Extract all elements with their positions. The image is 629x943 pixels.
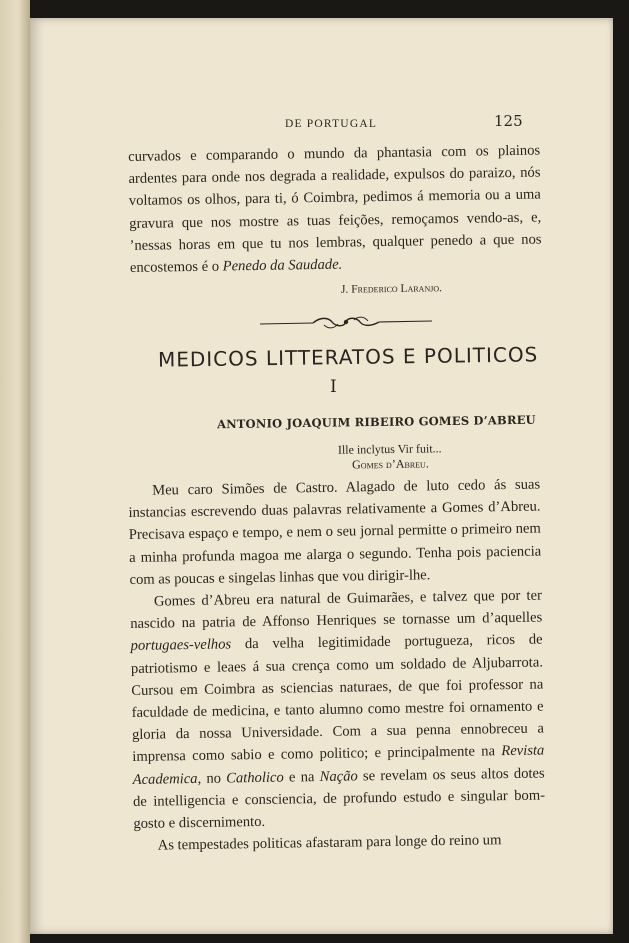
epigraph-quote: Ille inclytus Vir fuit... (337, 441, 442, 457)
catholico-italic: Catholico (226, 769, 284, 787)
book-page (30, 18, 613, 934)
paragraph-2-text-b: da velha legitimidade portugueza, ricos de patriotismo e leaes á sua crença como um soldado de Aljubarrota. Cursou em Coimbra as sciencias naturaes, de que foi professor na faculdade de medicina, e tanto alumno como mestre foi ornamento e gloria da nossa Universidade. Com a sua penna ennobreceu a imprensa como sabio e como politico; e principalmente na (130, 631, 545, 766)
revista-academica-italic: Revista Academica (132, 742, 545, 788)
paragraph-2 (130, 585, 546, 836)
adjacent-page-edge (0, 0, 30, 943)
paragraph-2-text-e: se revelam os seus altos dotes de intelligencia e consciencia, de profundo estudo e singular bom-gosto e discernimento. (132, 765, 546, 833)
running-head: DE PORTUGAL (285, 118, 378, 130)
article-title: MEDICOS LITTERATOS E POLITICOS (157, 342, 539, 372)
continuation-text (128, 140, 542, 280)
section-number: I (330, 377, 337, 397)
paragraph-3: As tempestades politicas afastaram para longe do reino um (157, 832, 502, 854)
portugaes-velhos-italic: portugaes-velhos (130, 636, 232, 655)
paragraph-1: Meu caro Simões de Castro. Alagado de luto cedo ás suas instancias escrevendo duas palavras relativamente a Gomes d’Abreu. Precisava espaço e tempo, e nem o seu jornal permitte o primeiro nem a minha profunda magoa me alarga o segundo. Tenha pois paciencia com as poucas e singelas linhas que vou dirigir-lhe. (128, 476, 542, 588)
paragraph-2-text-d: e na (283, 768, 320, 786)
epigraph (338, 441, 442, 472)
nacao-italic: Nação (319, 768, 358, 785)
penedo-da-saudade-italic: Penedo da Saudade. (222, 256, 343, 275)
signature-name: Frederico Laranjo. (351, 282, 443, 296)
paragraph-2-text-a: Gomes d’Abreu era natural de Guimarães, e talvez que por ter nascido na patria de Affonso Henriques se tornasse um d’aquelles (130, 587, 543, 633)
signature-initial: J. (340, 283, 352, 296)
continuation-text-main: curvados e comparando o mundo da phantasia com os plainos ardentes para onde nos degrada a realidade, expulsos do paraizo, nós voltamos os olhos, para ti, ó Coimbra, pedimos á memoria ou a uma gravura que nos mostre as tuas feições, remoçamos vendo-as, e, ’nessas horas em que tu nos lembras, qualquer penedo a que nos encostemos é o (128, 142, 542, 276)
ornament-divider-icon (258, 314, 434, 332)
epigraph-author: Gomes d’Abreu. (352, 456, 429, 472)
article-body (128, 474, 546, 858)
author-signature (341, 282, 442, 296)
page-number: 125 (494, 112, 523, 130)
article-subtitle: ANTONIO JOAQUIM RIBEIRO GOMES D’ABREU (216, 412, 536, 432)
continuation-paragraph (128, 140, 542, 280)
paragraph-2-text-c: , no (197, 770, 227, 787)
